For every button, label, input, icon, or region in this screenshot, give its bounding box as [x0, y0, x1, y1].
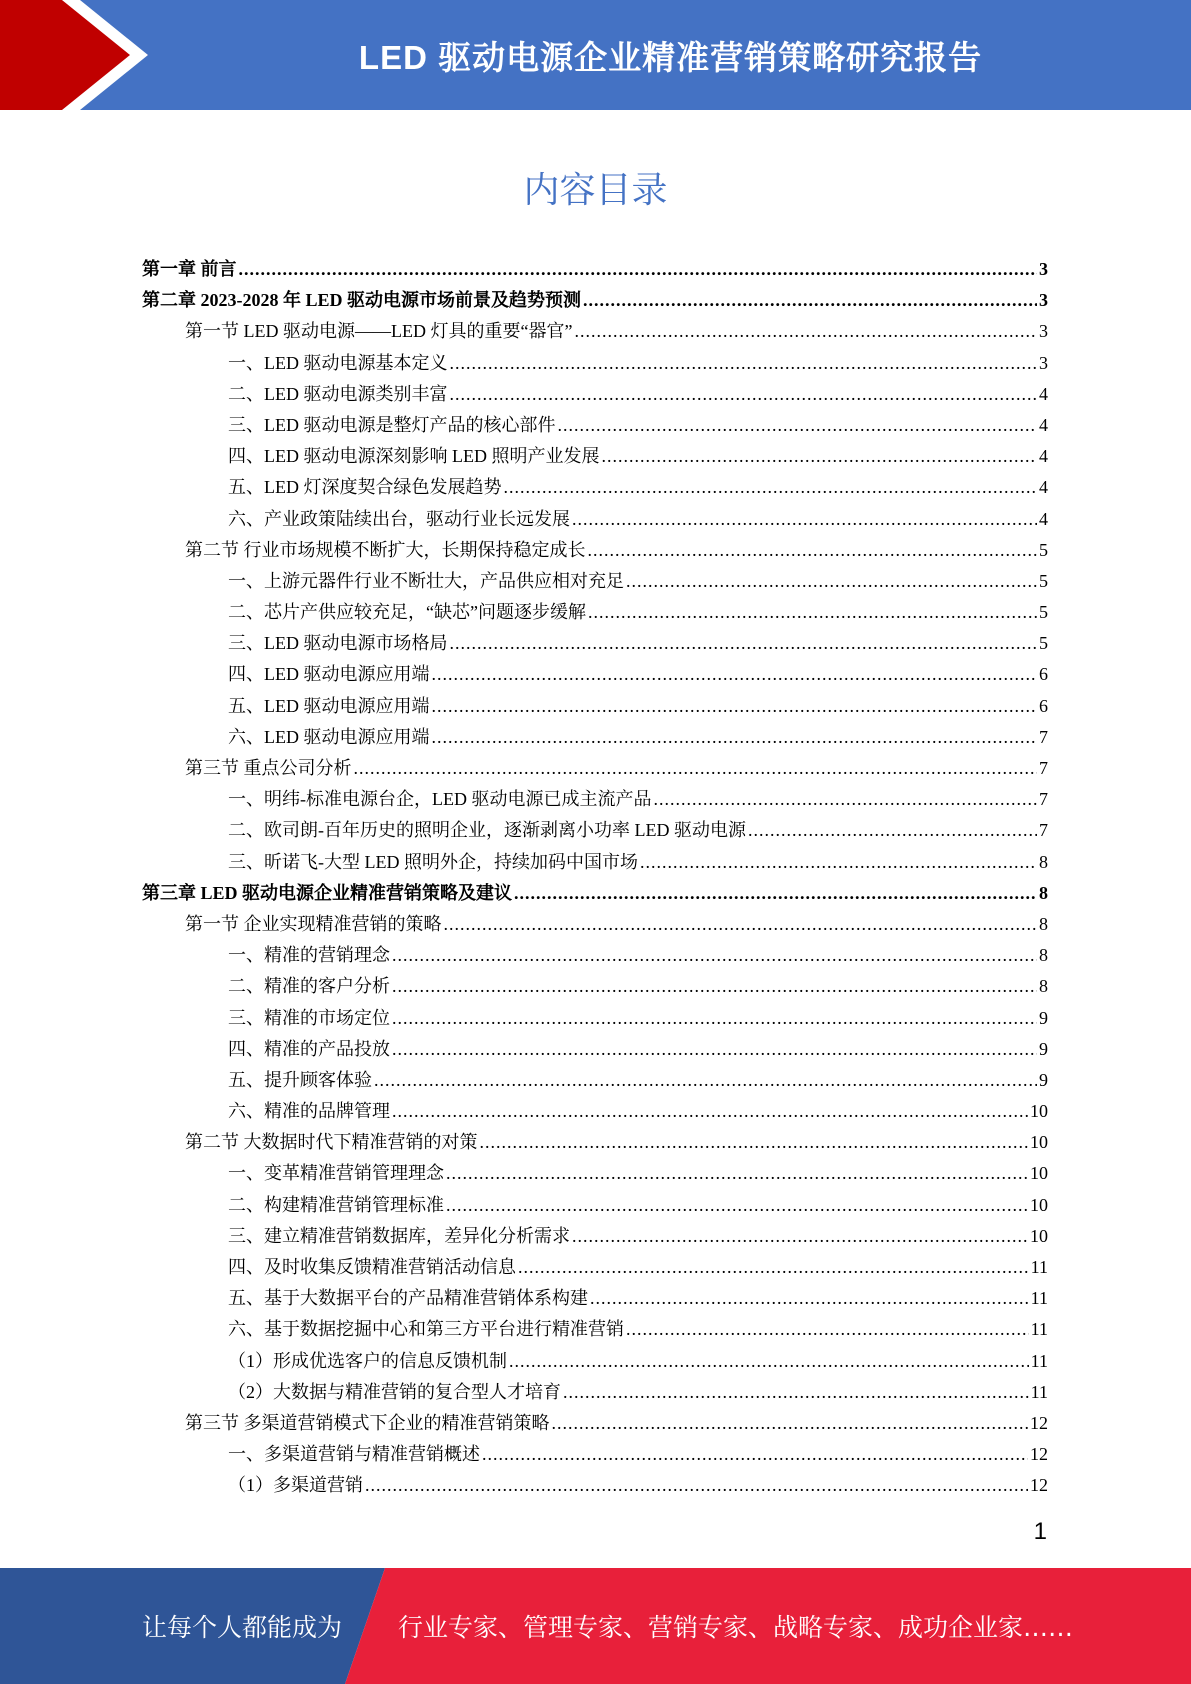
toc-leader-dots — [626, 1314, 1029, 1345]
toc-entry-page: 11 — [1030, 1288, 1048, 1309]
toc-entry[interactable] — [142, 566, 1048, 597]
report-title: LED 驱动电源企业精准营销策略研究报告 — [358, 38, 983, 76]
toc-entry[interactable] — [142, 1003, 1048, 1034]
toc-entry-page: 7 — [1039, 820, 1048, 841]
toc-entry[interactable] — [142, 1346, 1048, 1377]
toc-leader-dots — [392, 940, 1037, 971]
toc-entry-label: 六、基于数据挖掘中心和第三方平台进行精准营销 — [228, 1319, 624, 1340]
toc-entry-page: 12 — [1030, 1444, 1048, 1465]
toc-entry[interactable] — [142, 535, 1048, 566]
toc-entry-page: 3 — [1039, 321, 1048, 342]
toc-leader-dots — [444, 909, 1038, 940]
toc-entry-label: 三、精准的市场定位 — [228, 1007, 390, 1028]
toc-entry-label: 四、及时收集反馈精准营销活动信息 — [228, 1257, 516, 1277]
toc-leader-dots — [450, 628, 1038, 659]
toc-entry-page: 8 — [1039, 913, 1048, 934]
toc-leader-dots — [450, 348, 1038, 379]
toc-leader-dots — [590, 1283, 1029, 1314]
toc-entry-page: 4 — [1039, 508, 1048, 529]
toc-entry[interactable] — [142, 1221, 1048, 1252]
toc-entry-label: 三、建立精准营销数据库，差异化分析需求 — [228, 1225, 570, 1246]
toc-entry-label: 第二节 行业市场规模不断扩大，长期保持稳定成长 — [185, 539, 586, 560]
toc-leader-dots — [563, 1377, 1029, 1408]
toc-entry[interactable] — [142, 472, 1048, 503]
toc-leader-dots — [446, 1190, 1028, 1221]
toc-entry-label: 第三章 LED 驱动电源企业精准营销策略及建议 — [142, 882, 513, 903]
toc-leader-dots — [572, 504, 1037, 535]
toc-entry-page: 4 — [1039, 446, 1048, 467]
toc-leader-dots — [504, 472, 1038, 503]
toc-entry-page: 8 — [1039, 882, 1048, 903]
toc-leader-dots — [574, 316, 1037, 347]
toc-entry-label: （1）多渠道营销 — [228, 1475, 363, 1496]
toc-leader-dots — [588, 597, 1037, 628]
toc-entry-label: 二、构建精准营销管理标准 — [228, 1194, 444, 1215]
footer-banner — [0, 1568, 1191, 1684]
toc-entry[interactable] — [142, 1283, 1048, 1314]
toc-leader-dots — [392, 1003, 1037, 1034]
toc-entry[interactable] — [142, 1096, 1048, 1127]
toc-entry-page: 5 — [1039, 602, 1048, 623]
toc-entry-label: 一、LED 驱动电源基本定义 — [228, 352, 448, 373]
toc-leader-dots — [374, 1065, 1037, 1096]
toc-entry-label: 第二节 大数据时代下精准营销的对策 — [185, 1132, 478, 1153]
toc-entry-page: 10 — [1030, 1225, 1048, 1246]
header-chevron-icon — [0, 0, 150, 110]
toc-heading: 内容目录 — [523, 170, 668, 211]
toc-entry-page: 4 — [1039, 383, 1048, 404]
toc-entry-label: 三、昕诺飞-大型 LED 照明外企，持续加码中国市场 — [228, 851, 638, 872]
toc-entry[interactable] — [142, 1190, 1048, 1221]
toc-leader-dots — [572, 1221, 1028, 1252]
toc-entry-label: 五、LED 驱动电源应用端 — [228, 695, 430, 716]
toc-entry-page: 10 — [1030, 1132, 1048, 1153]
toc-entry[interactable] — [142, 753, 1048, 784]
toc-entry-label: （1）形成优选客户的信息反馈机制 — [228, 1350, 507, 1371]
toc-entry[interactable] — [142, 628, 1048, 659]
toc-entry-label: 一、明纬-标准电源台企，LED 驱动电源已成主流产品 — [228, 789, 652, 810]
toc-entry[interactable] — [142, 1314, 1048, 1345]
toc-leader-dots — [626, 566, 1037, 597]
toc-entry-label: 六、产业政策陆续出台，驱动行业长远发展 — [228, 508, 570, 529]
toc-entry[interactable] — [142, 254, 1048, 285]
toc-entry[interactable] — [142, 348, 1048, 379]
toc-entry[interactable] — [142, 847, 1048, 878]
toc-entry-label: 六、精准的品牌管理 — [228, 1101, 390, 1122]
toc-entry[interactable] — [142, 441, 1048, 472]
toc-entry[interactable] — [142, 316, 1048, 347]
toc-entry-page: 5 — [1039, 570, 1048, 591]
footer-slogan-right: 行业专家、管理专家、营销专家、战略专家、成功企业家…… — [398, 1613, 1074, 1642]
toc-leader-dots — [601, 441, 1037, 472]
toc-entry[interactable] — [142, 1065, 1048, 1096]
toc-entry[interactable] — [142, 1408, 1048, 1439]
toc-entry[interactable] — [142, 659, 1048, 690]
toc-leader-dots — [653, 784, 1037, 815]
toc-entry-label: 二、芯片产供应较充足，“缺芯”问题逐步缓解 — [228, 602, 586, 623]
toc-entry-page: 8 — [1039, 945, 1048, 966]
toc-entry[interactable] — [142, 379, 1048, 410]
toc-entry-page: 3 — [1039, 352, 1048, 373]
toc-leader-dots — [583, 285, 1037, 316]
toc-entry-page: 11 — [1030, 1381, 1048, 1402]
toc-leader-dots — [640, 847, 1037, 878]
toc-entry[interactable] — [142, 1034, 1048, 1065]
toc-entry-label: 第一节 LED 驱动电源——LED 灯具的重要“器官” — [185, 321, 573, 342]
toc-leader-dots — [365, 1470, 1028, 1501]
toc-entry[interactable] — [142, 1252, 1048, 1283]
toc-leader-dots — [239, 254, 1038, 285]
toc-leader-dots — [354, 753, 1038, 784]
toc-entry[interactable] — [142, 1127, 1048, 1158]
toc-entry-label: 二、精准的客户分析 — [228, 976, 390, 997]
toc-entry-label: 二、欧司朗-百年历史的照明企业，逐渐剥离小功率 LED 驱动电源 — [228, 820, 746, 841]
toc-entry-page: 7 — [1039, 726, 1048, 747]
toc-entry[interactable] — [142, 940, 1048, 971]
toc-entry-page: 5 — [1039, 539, 1048, 560]
toc-entry[interactable] — [142, 504, 1048, 535]
toc-entry-label: 一、上游元器件行业不断壮大，产品供应相对充足 — [228, 570, 624, 591]
toc-leader-dots — [432, 722, 1038, 753]
toc-entry-label: 第三节 多渠道营销模式下企业的精准营销策略 — [185, 1412, 550, 1433]
toc-entry-label: 五、提升顾客体验 — [228, 1069, 372, 1090]
toc-entry-page: 6 — [1039, 664, 1048, 685]
toc-entry-label: 一、变革精准营销管理理念 — [228, 1163, 444, 1184]
toc-entry-page: 4 — [1039, 477, 1048, 498]
toc-entry-page: 3 — [1039, 259, 1048, 279]
toc-leader-dots — [432, 691, 1038, 722]
toc-entry[interactable] — [142, 597, 1048, 628]
toc-entry[interactable] — [142, 410, 1048, 441]
toc-leader-dots — [558, 410, 1038, 441]
toc-entry-label: 第一节 企业实现精准营销的策略 — [185, 913, 442, 934]
toc-entry[interactable] — [142, 285, 1048, 316]
toc-entry[interactable] — [142, 878, 1048, 909]
toc-leader-dots — [480, 1127, 1029, 1158]
toc-entry-label: 五、基于大数据平台的产品精准营销体系构建 — [228, 1288, 588, 1309]
toc-leader-dots — [509, 1346, 1029, 1377]
toc-leader-dots — [446, 1158, 1028, 1189]
toc-entry-page: 11 — [1030, 1257, 1048, 1277]
toc-leader-dots — [392, 1096, 1028, 1127]
toc-entry[interactable] — [142, 815, 1048, 846]
toc-entry[interactable] — [142, 909, 1048, 940]
toc-entry-label: 四、LED 驱动电源应用端 — [228, 664, 430, 685]
toc-entry-label: 六、LED 驱动电源应用端 — [228, 726, 430, 747]
toc-entry-page: 10 — [1030, 1194, 1048, 1215]
toc-entry[interactable] — [142, 784, 1048, 815]
toc-leader-dots — [748, 815, 1037, 846]
toc-entry-page: 10 — [1030, 1101, 1048, 1122]
table-of-contents — [142, 254, 1048, 1502]
toc-leader-dots — [552, 1408, 1029, 1439]
toc-leader-dots — [392, 1034, 1037, 1065]
toc-entry[interactable] — [142, 691, 1048, 722]
toc-entry-page: 11 — [1030, 1350, 1048, 1371]
report-header — [0, 0, 1191, 110]
toc-leader-dots — [514, 878, 1037, 909]
toc-entry-label: 一、精准的营销理念 — [228, 945, 390, 966]
toc-entry[interactable] — [142, 1439, 1048, 1470]
toc-entry-page: 9 — [1039, 1069, 1048, 1090]
toc-entry-page: 3 — [1039, 290, 1048, 311]
toc-entry-label: 一、多渠道营销与精准营销概述 — [228, 1444, 480, 1465]
toc-entry-page: 9 — [1039, 1038, 1048, 1059]
toc-leader-dots — [432, 659, 1038, 690]
toc-leader-dots — [482, 1439, 1028, 1470]
toc-entry-page: 4 — [1039, 414, 1048, 435]
toc-entry-page: 6 — [1039, 695, 1048, 716]
toc-entry[interactable] — [142, 1158, 1048, 1189]
toc-leader-dots — [392, 971, 1037, 1002]
footer-slogan-left: 让每个人都能成为 — [142, 1613, 343, 1642]
toc-entry-label: 四、精准的产品投放 — [228, 1038, 390, 1059]
toc-entry-page: 11 — [1030, 1319, 1048, 1340]
toc-entry-page: 10 — [1030, 1163, 1048, 1184]
toc-leader-dots — [450, 379, 1038, 410]
toc-entry-label: 二、LED 驱动电源类别丰富 — [228, 383, 448, 404]
toc-leader-dots — [518, 1252, 1029, 1283]
toc-entry-page: 8 — [1039, 851, 1048, 872]
toc-entry[interactable] — [142, 1470, 1048, 1501]
toc-leader-dots — [588, 535, 1038, 566]
toc-entry-page: 8 — [1039, 976, 1048, 997]
toc-entry-label: 第二章 2023-2028 年 LED 驱动电源市场前景及趋势预测 — [142, 290, 582, 311]
toc-entry-page: 12 — [1030, 1475, 1048, 1496]
toc-entry-page: 7 — [1039, 758, 1048, 778]
toc-entry[interactable] — [142, 971, 1048, 1002]
toc-entry-label: （2）大数据与精准营销的复合型人才培育 — [228, 1381, 561, 1402]
page-number: 1 — [1033, 1518, 1047, 1545]
toc-entry-label: 第一章 前言 — [142, 259, 237, 279]
toc-entry-label: 四、LED 驱动电源深刻影响 LED 照明产业发展 — [228, 446, 600, 467]
toc-entry-page: 12 — [1030, 1412, 1048, 1433]
toc-entry[interactable] — [142, 722, 1048, 753]
toc-entry-page: 9 — [1039, 1007, 1048, 1028]
toc-entry-label: 三、LED 驱动电源是整灯产品的核心部件 — [228, 414, 556, 435]
toc-entry-label: 五、LED 灯深度契合绿色发展趋势 — [228, 477, 502, 498]
toc-entry-page: 7 — [1039, 789, 1048, 810]
toc-entry-page: 5 — [1039, 633, 1048, 654]
toc-entry-label: 三、LED 驱动电源市场格局 — [228, 633, 448, 654]
toc-entry-label: 第三节 重点公司分析 — [185, 758, 352, 778]
toc-entry[interactable] — [142, 1377, 1048, 1408]
